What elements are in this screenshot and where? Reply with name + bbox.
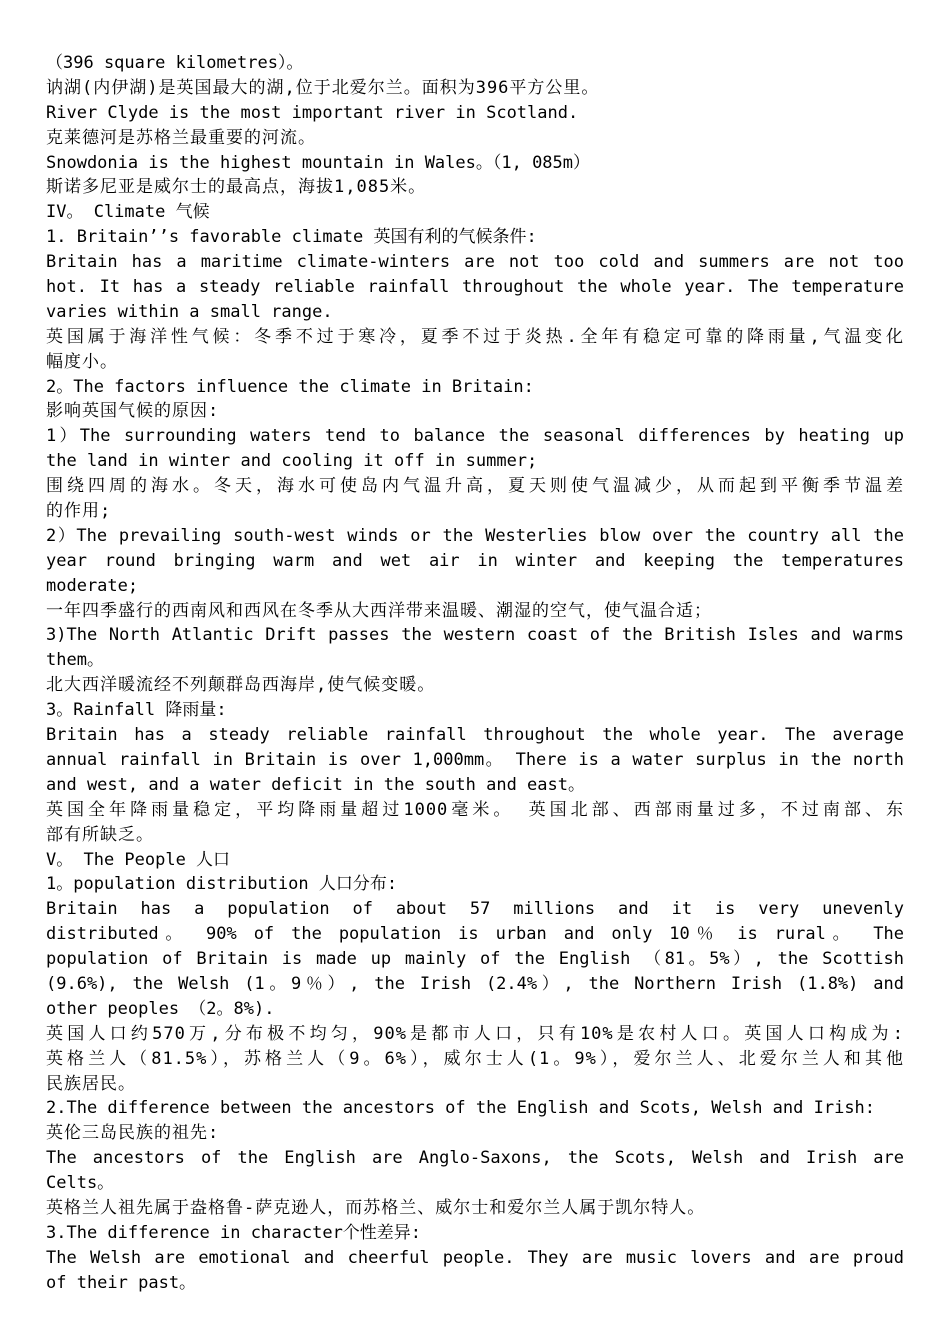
document-body [46, 51, 904, 1296]
section-heading: V。 The People 人口 [46, 849, 231, 870]
text-line: and west, and a water deficit in the south and east。 [46, 774, 585, 795]
text-line: 北大西洋暖流经不列颠群岛西海岸,使气候变暖。 [46, 675, 436, 696]
text-line: 英格兰人祖先属于盎格鲁-萨克逊人，而苏格兰、威尔士和爱尔兰人属于凯尔特人。 [46, 1197, 706, 1218]
text-line: annual rainfall in Britain is over 1,000mm。 There is a water surplus in the north [46, 749, 904, 770]
text-line: 2）The prevailing south-west winds or the Westerlies blow over the country all the [46, 525, 904, 546]
text-line: population of Britain is made up mainly of the English （81。5%）, the Scottish [46, 949, 904, 970]
text-line: 的作用; [46, 501, 112, 522]
text-line: them。 [46, 650, 104, 671]
subsection-heading: 3。Rainfall 降雨量: [46, 700, 227, 721]
text-line: （396 square kilometres）。 [46, 53, 304, 73]
text-line: distributed。 90% of the population is urban and only 10％ is rural。 The [46, 924, 904, 945]
text-line: 英格兰人（81.5%），苏格兰人（9。6%），威尔士人(1。9%），爱尔兰人、北爱尔兰人和其他 [46, 1048, 904, 1069]
text-line: 3)The North Atlantic Drift passes the western coast of the British Isles and warms [46, 625, 904, 646]
text-line: The Welsh are emotional and cheerful people. They are music lovers and are proud [46, 1247, 904, 1268]
text-line: 民族居民。 [46, 1073, 136, 1094]
text-line: the land in winter and cooling it off in summer; [46, 451, 538, 472]
text-line: 斯诺多尼亚是威尔士的最高点，海拔1,085米。 [46, 177, 427, 198]
text-line: 讷湖(内伊湖)是英国最大的湖,位于北爱尔兰。面积为396平方公里。 [46, 77, 600, 98]
text-line: 影响英国气候的原因: [46, 401, 220, 422]
text-line: 部有所缺乏。 [46, 824, 154, 845]
text-line: 1）The surrounding waters tend to balance the seasonal differences by heating up [46, 426, 904, 447]
text-line: Celts。 [46, 1173, 115, 1194]
subsection-heading: 3.The difference in character个性差异: [46, 1222, 422, 1243]
section-heading: IV。 Climate 气候 [46, 202, 210, 223]
text-line: 英伦三岛民族的祖先: [46, 1123, 220, 1144]
text-line: 英国全年降雨量稳定，平均降雨量超过1000毫米。 英国北部、西部雨量过多，不过南部、东 [46, 799, 904, 820]
text-line: year round bringing warm and wet air in winter and keeping the temperatures [46, 550, 904, 571]
text-line: Britain has a maritime climate-winters are not too cold and summers are not too [46, 252, 904, 273]
text-line: 幅度小。 [46, 351, 118, 372]
text-line: 英国人口约570万,分布极不均匀，90%是都市人口，只有10%是农村人口。英国人口构成为: [46, 1023, 904, 1044]
subsection-heading: 1。population distribution 人口分布: [46, 874, 398, 895]
text-line: of their past。 [46, 1272, 197, 1293]
text-line: The ancestors of the English are Anglo-Saxons, the Scots, Welsh and Irish are [46, 1148, 904, 1169]
subsection-heading: 1. Britain’’s favorable climate 英国有利的气候条件: [46, 227, 537, 248]
subsection-heading: 2.The difference between the ancestors of the English and Scots, Welsh and Irish: [46, 1098, 876, 1119]
text-line: (9.6%), the Welsh (1。9％）, the Irish (2.4%）, the Northern Irish (1.8%) and [46, 973, 904, 994]
text-line: hot. It has a steady reliable rainfall throughout the whole year. The temperature [46, 277, 904, 298]
text-line: moderate; [46, 575, 139, 596]
text-line: other peoples （2。8%). [46, 998, 275, 1019]
text-line: Snowdonia is the highest mountain in Wales。（1, 085m） [46, 152, 591, 173]
text-line: 一年四季盛行的西南风和西风在冬季从大西洋带来温暖、潮湿的空气，使气温合适； [46, 600, 712, 621]
text-line: Britain has a steady reliable rainfall throughout the whole year. The average [46, 725, 904, 746]
subsection-heading: 2。The factors influence the climate in Britain: [46, 376, 534, 397]
text-line: varies within a small range. [46, 301, 333, 322]
text-line: River Clyde is the most important river in Scotland. [46, 102, 579, 123]
text-line: 英国属于海洋性气候：冬季不过于寒冷，夏季不过于炎热.全年有稳定可靠的降雨量,气温变化 [46, 326, 904, 347]
text-line: Britain has a population of about 57 millions and it is very unevenly [46, 899, 904, 920]
text-line: 围绕四周的海水。冬天，海水可使岛内气温升高，夏天则使气温减少，从而起到平衡季节温差 [46, 476, 904, 497]
text-line: 克莱德河是苏格兰最重要的河流。 [46, 127, 316, 148]
